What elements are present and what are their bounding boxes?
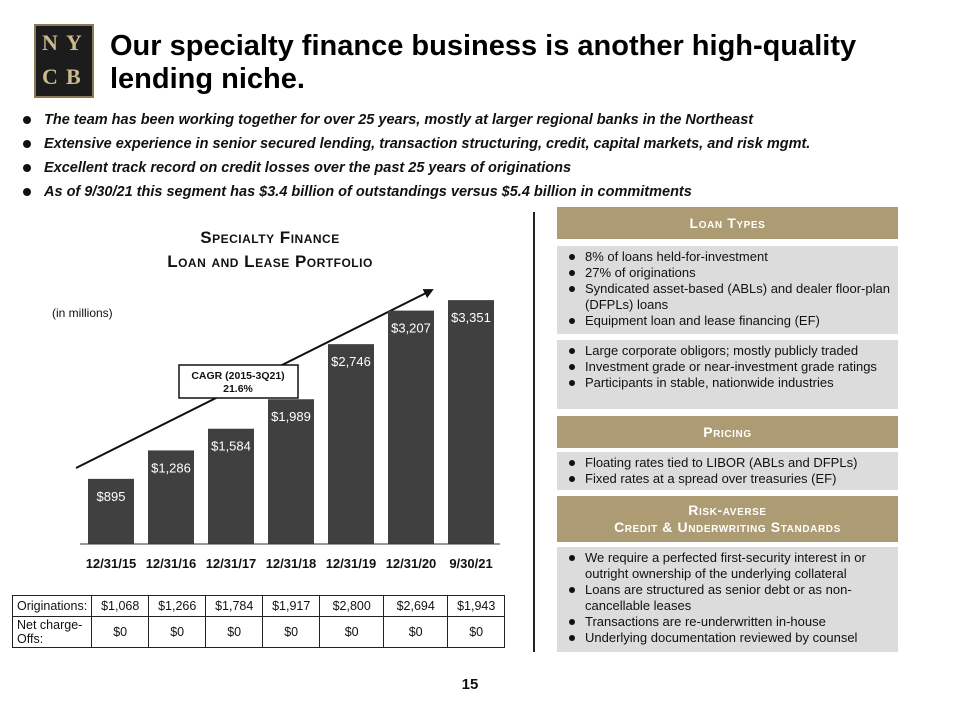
list-item: Investment grade or near-investment grade ratings bbox=[561, 359, 890, 375]
x-tick-label: 12/31/20 bbox=[385, 556, 437, 571]
bar-value-label: $3,351 bbox=[451, 310, 491, 326]
logo-letter-c: C bbox=[42, 64, 58, 89]
x-tick-label: 12/31/16 bbox=[145, 556, 197, 571]
bar-value-label: $1,286 bbox=[151, 460, 191, 476]
list-item: Floating rates tied to LIBOR (ABLs and DFPLs) bbox=[561, 455, 890, 471]
x-tick-label: 12/31/17 bbox=[205, 556, 257, 571]
table-cell: $0 bbox=[206, 617, 263, 648]
table-cell: $0 bbox=[384, 617, 448, 648]
risk-header-line2: Credit & Underwriting Standards bbox=[614, 519, 841, 535]
originations-chargeoffs-table bbox=[12, 595, 505, 648]
list-item: We require a perfected first-security interest in or outright ownership of the underlying collateral bbox=[561, 550, 890, 582]
bar-12-31-20 bbox=[388, 311, 434, 544]
table-row-label-line1: Net charge- bbox=[17, 618, 83, 632]
bar-value-label: $3,207 bbox=[391, 320, 431, 336]
bar-12-31-19 bbox=[328, 344, 374, 544]
summary-bullet: As of 9/30/21 this segment has $3.4 billion of outstandings versus $5.4 billion in commitments bbox=[18, 180, 938, 204]
table-cell: $2,694 bbox=[384, 596, 448, 617]
list-item: Syndicated asset-based (ABLs) and dealer floor-plan (DFPLs) loans bbox=[561, 281, 890, 313]
table-cell: $0 bbox=[320, 617, 384, 648]
table-row-label: Originations: bbox=[13, 596, 92, 617]
pricing-box bbox=[557, 452, 898, 490]
table-row-label bbox=[13, 617, 92, 648]
x-tick-label: 12/31/19 bbox=[325, 556, 377, 571]
list-item: Underlying documentation reviewed by counsel bbox=[561, 630, 890, 646]
portfolio-bar-chart bbox=[0, 0, 530, 590]
chart-title-line1: Specialty Finance bbox=[200, 228, 340, 247]
x-tick-label: 9/30/21 bbox=[449, 556, 493, 571]
table-row-label-line2: Offs: bbox=[17, 632, 44, 646]
vertical-divider bbox=[533, 212, 535, 652]
obligors-list bbox=[561, 343, 890, 391]
bar-value-label: $895 bbox=[96, 488, 126, 504]
summary-bullet: Excellent track record on credit losses over the past 25 years of originations bbox=[18, 156, 938, 180]
logo-letter-y: Y bbox=[66, 30, 82, 55]
risk-list bbox=[561, 550, 890, 646]
bar-9-30-21 bbox=[448, 300, 494, 544]
summary-bullet: The team has been working together for over 25 years, mostly at larger regional banks in the Northeast bbox=[18, 108, 938, 132]
table-cell: $1,917 bbox=[263, 596, 320, 617]
table-cell: $0 bbox=[149, 617, 206, 648]
list-item: Participants in stable, nationwide industries bbox=[561, 375, 890, 391]
summary-bullet: Extensive experience in senior secured lending, transaction structuring, credit, capital markets, and risk mgmt. bbox=[18, 132, 938, 156]
list-item: Transactions are re-underwritten in-house bbox=[561, 614, 890, 630]
page-number: 15 bbox=[461, 676, 479, 693]
table-cell: $0 bbox=[448, 617, 505, 648]
chart-units-label: (in millions) bbox=[52, 306, 113, 320]
risk-header bbox=[557, 496, 898, 542]
list-item: Equipment loan and lease financing (EF) bbox=[561, 313, 890, 329]
obligors-box bbox=[557, 340, 898, 409]
list-item: 27% of originations bbox=[561, 265, 890, 281]
table-cell: $1,068 bbox=[92, 596, 149, 617]
list-item: Fixed rates at a spread over treasuries (EF) bbox=[561, 471, 890, 487]
chart-title-line2: Loan and Lease Portfolio bbox=[167, 252, 373, 271]
list-item: Loans are structured as senior debt or as non-cancellable leases bbox=[561, 582, 890, 614]
table-cell: $1,266 bbox=[149, 596, 206, 617]
table-cell: $2,800 bbox=[320, 596, 384, 617]
page-title: Our specialty finance business is another high-quality lending niche. bbox=[110, 30, 857, 95]
table-cell: $0 bbox=[263, 617, 320, 648]
table-cell: $1,943 bbox=[448, 596, 505, 617]
logo-letter-b: B bbox=[66, 64, 81, 89]
risk-header-line1: Risk-averse bbox=[688, 502, 767, 518]
loan-types-box bbox=[557, 246, 898, 334]
bar-value-label: $1,584 bbox=[211, 438, 251, 454]
pricing-list bbox=[561, 455, 890, 487]
loan-types-header: Loan Types bbox=[557, 207, 898, 239]
loan-types-list bbox=[561, 249, 890, 329]
risk-box bbox=[557, 547, 898, 652]
list-item: 8% of loans held-for-investment bbox=[561, 249, 890, 265]
table-cell: $1,784 bbox=[206, 596, 263, 617]
cagr-annotation-label: CAGR (2015-3Q21) bbox=[191, 370, 285, 382]
bar-value-label: $1,989 bbox=[271, 409, 311, 425]
bar-value-label: $2,746 bbox=[331, 354, 371, 370]
list-item: Large corporate obligors; mostly publicly traded bbox=[561, 343, 890, 359]
table-row bbox=[13, 617, 505, 648]
pricing-header: Pricing bbox=[557, 416, 898, 448]
table-cell: $0 bbox=[92, 617, 149, 648]
logo-letter-n: N bbox=[42, 30, 58, 55]
table-row bbox=[13, 596, 505, 617]
x-tick-label: 12/31/18 bbox=[265, 556, 317, 571]
x-tick-label: 12/31/15 bbox=[85, 556, 137, 571]
cagr-annotation-value: 21.6% bbox=[223, 383, 253, 395]
